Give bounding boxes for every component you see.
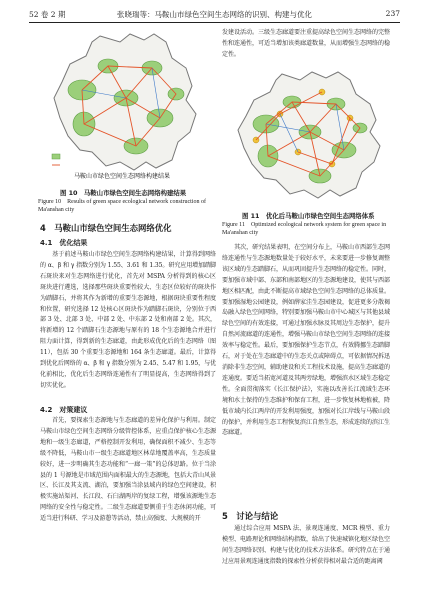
header-rule xyxy=(29,22,400,23)
paragraph-4-1 xyxy=(40,250,216,392)
running-header xyxy=(29,9,400,21)
figure10-inner-legend: 马鞍山市绿色空间生态网络构建结果 xyxy=(73,173,171,180)
paragraph-4-1-text: 基于前述马鞍山市绿色空间生态网络构建结果，计算得到网络的 α、β 和 γ 指数分别为 1.55、3.61 和 1.35。研究应用增加踏脚石斑块来对生态网络进行优化，首先对 MSPA 分析得到的核心区斑块进行遴选，选择那些斑块重要性较大、生态区位较好的斑块作为踏脚石，并将其作为新增的重要生态源地，根据斑块重要性程度和位置，研究选择 12 处核心区斑块作为踏脚石斑块，分别位于西部 3 处、北部 3 处、中部 2 处、中东部 2 处和南部 2 处。其次，将新增的 12 个踏脚石生态源地与原有的 18 个生态源地合并进行阻力面计算，得到新的生态廊道，由此形成优化后的生态网络（图 11），包括 30 个重要生态源地和 164 条生态廊道。最后，计算得到优化后网络的 α、β 和 γ 指数分别为 2.45、5.47 和 1.95，与优化前相比，优化后生态网络连通性有了明显提高，生态网络得到了切实优化。 xyxy=(40,251,216,389)
figure11-caption-cn: 图 11 优化后马鞍山市绿色空间生态网络体系 xyxy=(242,212,375,220)
running-title: 张晓瑞等：马鞍山市绿色空间生态网络的识别、构建与优化 xyxy=(117,10,312,19)
page-number: 237 xyxy=(385,9,400,18)
section4-title: 4 马鞍山市绿色空间生态网络优化 xyxy=(40,223,172,233)
figure11-caption-en: Figure 11 Optimized ecological network system for green space in Ma'anshan city xyxy=(222,222,387,236)
section5-title: 5 讨论与结论 xyxy=(222,511,279,521)
paragraph-4-2-text: 首先，要探索生态源地与生态廊道的差异化保护与利用。制定马鞍山市绿色空间生态网络分级管控体系，应重点保护核心生态源地和一级生态廊道，严格控制开发利用，确保面积不减少、生态等级不降低，马鞍山市一级生态廊道地区林草地覆盖率高，生态质量较好，进一步明确其生态功能和“一廊一策”的总体思路。位于当涂县的 1 号源地是市域范围内面积最大的生态源地，包括大青山风景区、长江及其支流、湖泊，要加强当涂县域内的绿色空间建设，积极实施站渠河、长江段、石臼湖两岸的复绿工程，增强该源地生态网络的安全性与稳定性。二级生态廊道要侧重于生态休闲功能，可适当进行科研、学习及游憩等活动，禁止高强度、大规模的开 xyxy=(40,417,216,523)
paragraph-5-text: 通过综合应用 MSPA 法、景观连通度、MCR 模型、重力模型、电路理论和网络结构指数，给出了快速城镇化地区绿色空间生态网络识别、构建与优化的技术方法体系。研究特点在于通过应用景观连通度指数的探索性分析获得相对最合适的距离阈 xyxy=(222,525,390,565)
figure11-map xyxy=(222,68,390,206)
paragraph-4-2 xyxy=(40,416,216,525)
paragraph-right-second xyxy=(222,243,390,439)
subsection42-title: 4.2 对策建议 xyxy=(40,406,88,414)
paragraph-5 xyxy=(222,524,390,568)
paragraph-right-continued-text: 发建设活动。三级生态廊道要注重提高绿色空间生态网络的完整性和连通性，可适当增加该类廊道数量，从而增强生态网络的稳定性。 xyxy=(222,29,390,58)
paragraph-right-continued xyxy=(222,28,390,61)
figure10-caption-en: Figure 10 Results of green space ecological network construction of Ma'anshan city xyxy=(38,199,206,213)
paragraph-right-second-text: 其次，研究结果表明，在空间分布上，马鞍山市西部生态网络连通性与生态源地数量处于较好水平，未来要进一步修复调整该区域的生态踏脚石，从而巩固提升生态网络的稳定性。同时，要加强市域中部、东部和南部地区的生态源地建设，使其与西部地区相匹配，由此不断提高市域绿色空间生态网络的总体质量。要加强湿地公园建设，例如薛家洼生态园建设，促进更多分散褐岛融入绿色空间网络，特别要加强马鞍山市中心城区与其他县域绿色空间的有效连接，可通过加强水脉及其周边生态保护，提升自然河流廊道的连通性，增强马鞍山市绿色空间生态网络的连接效率与稳定性。最后，要加强保护生态节点，有效腾挪生态踏脚石，对于处在生态廊道中的生态关点或障碍点，可依据情况拆迅消除非生态空间，辅助建设和关工程技术设施，提高生态廊道的连通度。要适当拓宽河道及其两旁绿地，增强滨水区域生态稳定性。全面贯彻落实《长江保护法》，实施以改善长江流域生态环境和水土保持的生态维护和保育工程，进一步恢复林地植被，降低市域内长江两岸的开发利用强度，加强对长江岸线与马鞍山段的保护，并利用生态工程恢复滨江自然生态，形成连续的滨江生态廊道。 xyxy=(222,244,390,437)
figure10-caption-cn: 图 10 马鞍山市绿色空间生态网络构建结果 xyxy=(60,189,187,197)
figure10-map xyxy=(40,28,210,186)
volume-issue: 52 卷 2 期 xyxy=(29,10,66,19)
subsection41-title: 4.1 优化结果 xyxy=(40,239,88,247)
